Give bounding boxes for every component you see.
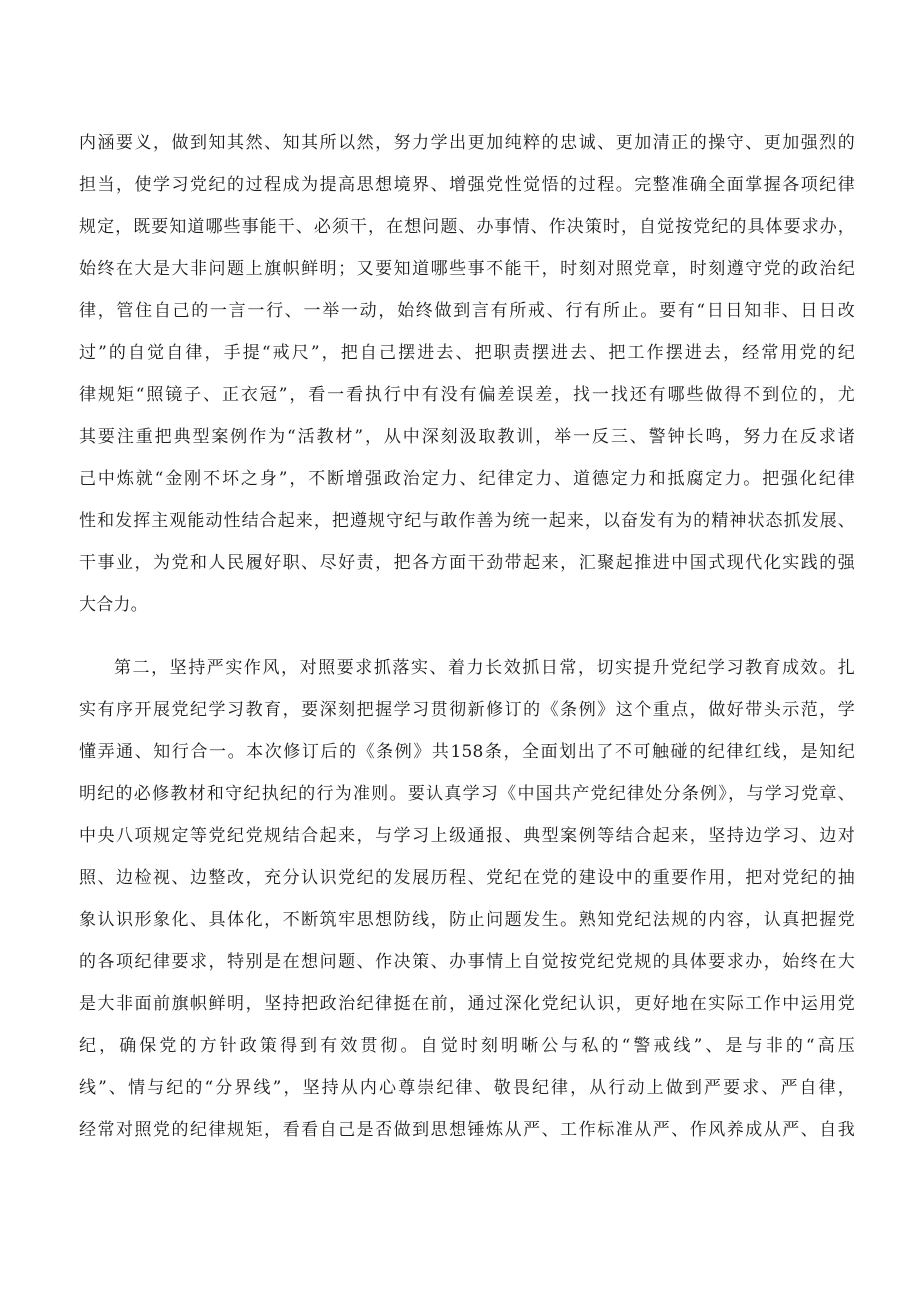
- paragraph-line: 懂弄通、知行合一。本次修订后的《条例》共158条，全面划出了不可触碰的纪律红线，是知纪: [79, 742, 855, 762]
- paragraph-line: 担当，使学习党纪的过程成为提高思想境界、增强党性觉悟的过程。完整准确全面掌握各项纪律: [79, 175, 855, 195]
- paragraph-line: 己中炼就“金刚不坏之身”，不断增强政治定力、纪律定力、道德定力和抵腐定力。把强化纪律: [79, 469, 855, 489]
- paragraph-line: 是大非面前旗帜鲜明，坚持把政治纪律挺在前，通过深化党纪认识，更好地在实际工作中运用党: [79, 994, 855, 1014]
- paragraph-line: 实有序开展党纪学习教育，要深刻把握学习贯彻新修订的《条例》这个重点，做好带头示范，学: [79, 700, 855, 720]
- paragraph-line: 律规矩“照镜子、正衣冠”，看一看执行中有没有偏差误差，找一找还有哪些做得不到位的，尤: [79, 385, 855, 405]
- paragraph-line: 干事业，为党和人民履好职、尽好责，把各方面干劲带起来，汇聚起推进中国式现代化实践的强: [79, 553, 855, 573]
- paragraph-line: 的各项纪律要求，特别是在想问题、作决策、办事情上自觉按党纪党规的具体要求办，始终在大: [79, 952, 855, 972]
- paragraph-line: 象认识形象化、具体化，不断筑牢思想防线，防止问题发生。熟知党纪法规的内容，认真把握党: [79, 910, 855, 930]
- paragraph-line: 中央八项规定等党纪党规结合起来，与学习上级通报、典型案例等结合起来，坚持边学习、边对: [79, 826, 855, 846]
- paragraph-line: 性和发挥主观能动性结合起来，把遵规守纪与敢作善为统一起来，以奋发有为的精神状态抓发展、: [79, 511, 855, 531]
- paragraph-line: 经常对照党的纪律规矩，看看自己是否做到思想锤炼从严、工作标准从严、作风养成从严、自我: [79, 1120, 855, 1140]
- paragraph-line: 大合力。: [79, 595, 148, 615]
- paragraph-line: 内涵要义，做到知其然、知其所以然，努力学出更加纯粹的忠诚、更加清正的操守、更加强烈的: [79, 133, 855, 153]
- paragraph-line: 线”、情与纪的“分界线”，坚持从内心尊崇纪律、敬畏纪律，从行动上做到严要求、严自律，: [79, 1078, 855, 1098]
- paragraph-line: 规定，既要知道哪些事能干、必须干，在想问题、办事情、作决策时，自觉按党纪的具体要求办，: [79, 217, 855, 237]
- paragraph-line: 过”的自觉自律，手提“戒尺”，把自己摆进去、把职责摆进去、把工作摆进去，经常用党的纪: [79, 343, 855, 363]
- paragraph-line: 第二，坚持严实作风，对照要求抓落实、着力长效抓日常，切实提升党纪学习教育成效。扎: [114, 658, 855, 678]
- paragraph-line: 律，管住自己的一言一行、一举一动，始终做到言有所戒、行有所止。要有“日日知非、日日改: [79, 301, 855, 321]
- paragraph-line: 照、边检视、边整改，充分认识党纪的发展历程、党纪在党的建设中的重要作用，把对党纪的抽: [79, 868, 855, 888]
- paragraph-line: 始终在大是大非问题上旗帜鲜明；又要知道哪些事不能干，时刻对照党章，时刻遵守党的政治纪: [79, 259, 855, 279]
- paragraph-line: 明纪的必修教材和守纪执纪的行为准则。要认真学习《中国共产党纪律处分条例》，与学习党章、: [79, 784, 855, 804]
- paragraph-line: 纪，确保党的方针政策得到有效贯彻。自觉时刻明晰公与私的“警戒线”、是与非的“高压: [79, 1036, 855, 1056]
- paragraph-line: 其要注重把典型案例作为“活教材”，从中深刻汲取教训，举一反三、警钟长鸣，努力在反求诸: [79, 427, 855, 447]
